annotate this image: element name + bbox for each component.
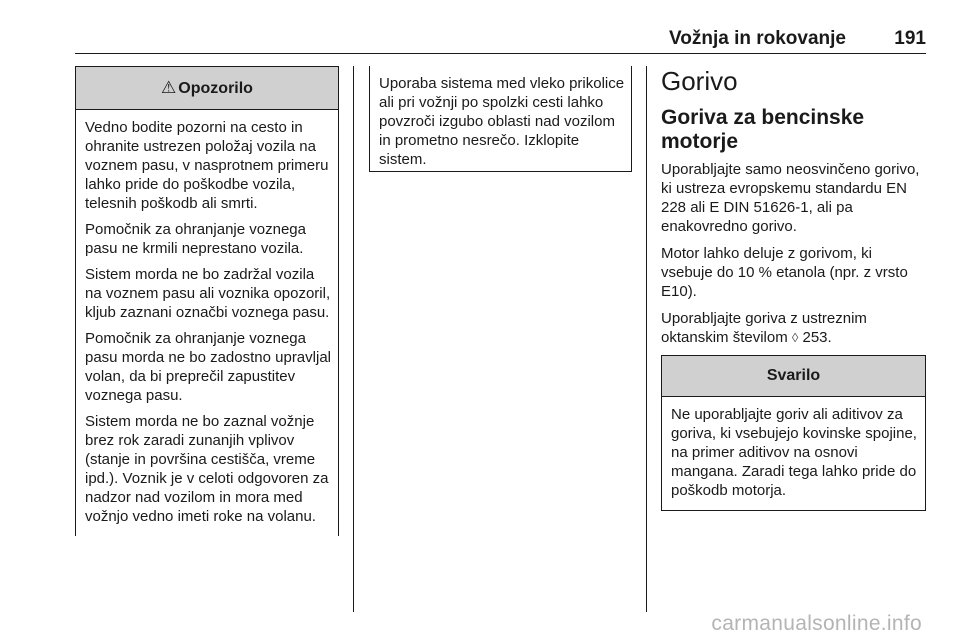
header-rule <box>75 53 926 54</box>
warning-paragraph: Pomočnik za ohranjanje voznega pasu morda ne bo zadostno upravljal volan, da bi preprečil zapustitev voznega pasu. <box>85 330 331 404</box>
warning-body <box>76 110 338 536</box>
fuel-paragraph-3-text: Uporabljajte goriva z ustreznim oktanskim številom <box>661 310 867 346</box>
fuel-paragraph-3 <box>661 309 926 347</box>
column-divider-left <box>353 66 354 612</box>
page-number: 191 <box>894 28 926 49</box>
page-reference-link[interactable]: 253. <box>802 329 832 346</box>
caution-body <box>662 397 925 510</box>
caution-header <box>662 356 925 397</box>
fuel-paragraph-2: Motor lahko deluje z gorivom, ki vsebuje do 10 % etanola (npr. z vrsto E10). <box>661 245 908 300</box>
header-title: Vožnja in rokovanje <box>668 28 846 49</box>
warning-title: Opozorilo <box>178 80 253 97</box>
fuel-paragraph-1: Uporabljajte samo neosvinčeno gorivo, ki ustreza evropskemu standardu EN 228 ali E DIN 51626-1, ali pa enakovredno gorivo. <box>661 161 920 235</box>
warning-continued-text: Uporaba sistema med vleko prikolice ali pri vožnji po spolzki cesti lahko povzroči izgubo oblasti nad vozilom in prometno nesrečo. Izklopite sistem. <box>379 75 625 168</box>
caution-title: Svarilo <box>766 367 821 384</box>
warning-header <box>76 67 338 110</box>
page-header <box>75 22 926 54</box>
warning-box <box>75 66 339 536</box>
warning-paragraph: Sistem morda ne bo zaznal vožnje brez rok zaradi zunanjih vplivov (stanje in površina cestišča, vreme ipd.). Voznik je v celoti odgovoren za nadzor nad vozilom in mora med vožnjo vedno imeti roke na volanu. <box>85 413 329 525</box>
warning-continued-body <box>370 66 631 179</box>
warning-triangle-icon: ⚠ <box>161 78 177 97</box>
warning-continued-box <box>369 66 632 172</box>
warning-paragraph: Vedno bodite pozorni na cesto in ohranite ustrezen položaj vozila na voznem pasu, v nasprotnem primeru lahko pride do poškodbe vozila, telesnih poškodb ali smrti. <box>85 119 329 212</box>
section-heading: Gorivo <box>661 66 738 96</box>
page-reference-icon: ◊ <box>791 330 799 345</box>
warning-paragraph: Sistem morda ne bo zadržal vozila na voznem pasu ali voznika opozoril, kljub zaznani označbi voznega pasu. <box>85 266 331 321</box>
section-subheading: Goriva za bencinske motorje <box>661 106 865 153</box>
caution-box <box>661 355 926 511</box>
caution-text: Ne uporabljajte goriv ali aditivov za goriva, ki vsebujejo kovinske spojine, na primer aditivov na osnovi mangana. Zaradi tega lahko pride do poškodb motorja. <box>671 406 917 499</box>
column-divider-right <box>646 66 647 612</box>
fuel-section <box>661 66 926 511</box>
warning-paragraph: Pomočnik za ohranjanje voznega pasu ne krmili neprestano vozila. <box>85 221 306 257</box>
watermark: carmanualsonline.info <box>711 612 922 635</box>
